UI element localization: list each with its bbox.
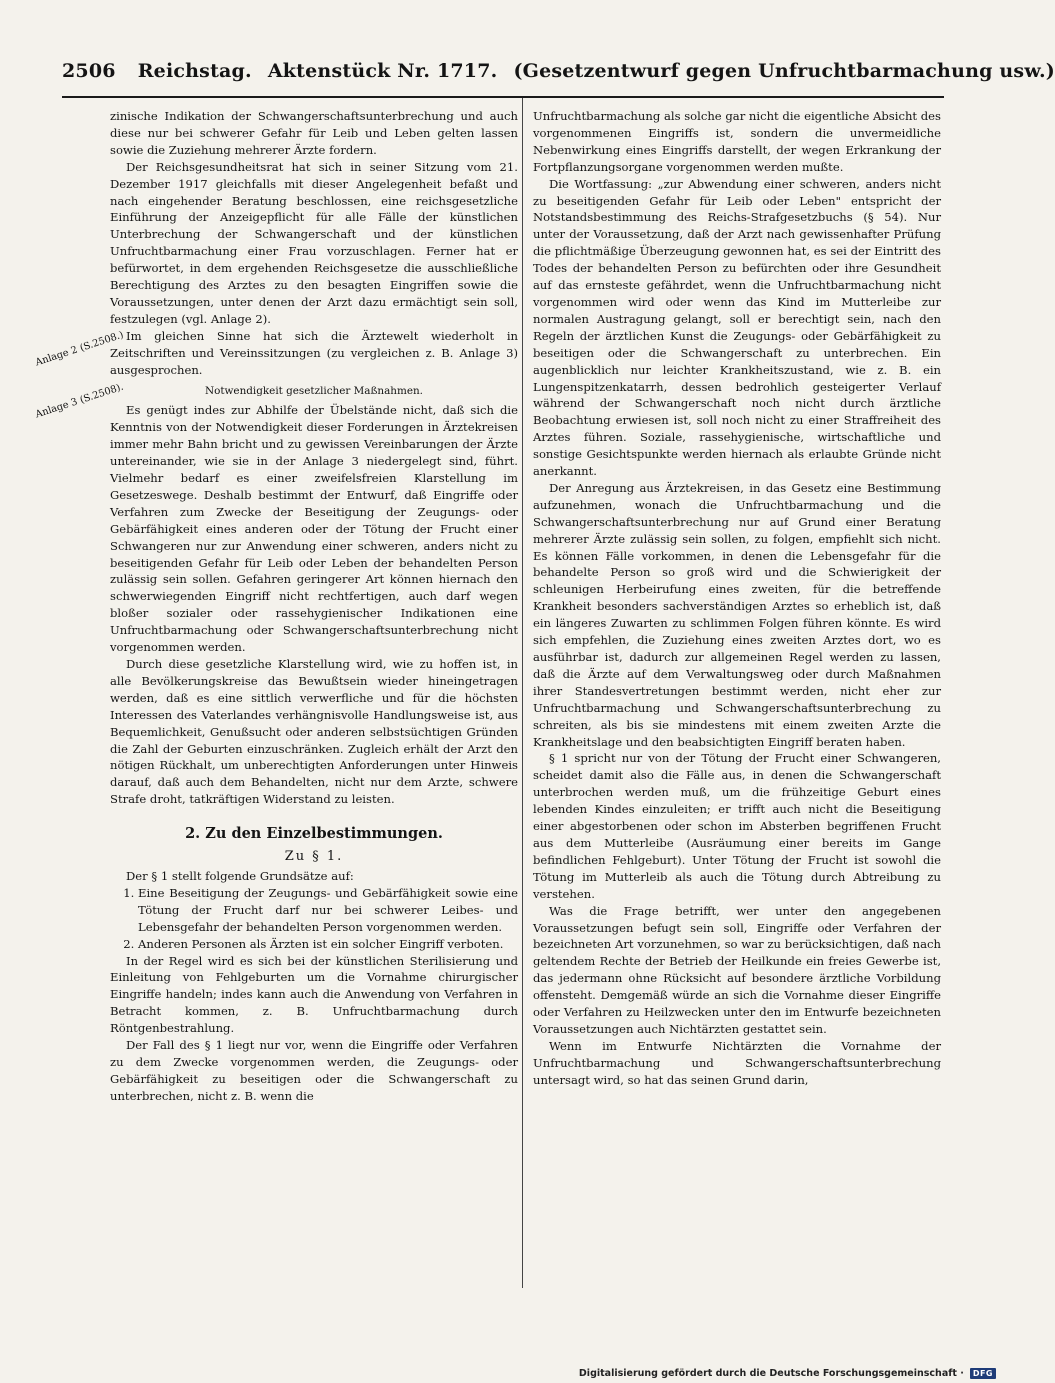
list-item: 1. Eine Beseitigung der Zeugungs- und Gebärfähigkeit sowie eine Tötung der Frucht darf nur bei schwerer Leibes- und Lebensgefahr der behandelten Person vorgenommen werden.	[138, 885, 518, 936]
paragraph: Der Reichsgesundheitsrat hat sich in seiner Sitzung vom 21. Dezember 1917 gleichfalls mit dieser Angelegenheit befaßt und nach eingehender Beratung beschlossen, eine reichsgesetzliche Einführung der Anzeigepflicht für alle Fälle der künstlichen Unterbrechung der Schwangerschaft und der künstlichen Unfruchtbarmachung einer Frau vorzuschlagen. Ferner hat er befürwortet, in dem ergehenden Reichsgesetze die ausschließliche Berechtigung des Arztes zu den besagten Eingriffen sowie die Voraussetzungen, unter denen der Arzt dazu ermächtigt sein soll, festzulegen (vgl. Anlage 2).	[110, 159, 518, 326]
paragraph: Im gleichen Sinne hat sich die Ärztewelt wiederholt in Zeitschriften und Vereinssitzungen (zu vergleichen z. B. Anlage 3) ausgesprochen.	[110, 328, 518, 377]
header-title-reichstag: Reichstag.	[137, 60, 252, 82]
paragraph: Was die Frage betrifft, wer unter den angegebenen Voraussetzungen befugt sein soll, Eingriffe oder Verfahren der bezeichneten Art vorzunehmen, so war zu berücksichtigen, daß nach geltendem Rechte der Betrieb der Heilkunde ein freies Gewerbe ist, das jedermann ohne Rücksicht auf besondere ärztliche Vorbildung offensteht. Demgemäß würde an sich die Vornahme dieser Eingriffe oder Verfahren zu Heilzwecken unter den im Entwurfe bezeichneten Voraussetzungen auch Nichtärzten gestattet sein.	[533, 903, 941, 1036]
dfg-logo: DFG	[970, 1368, 996, 1379]
section-subheading: Notwendigkeit gesetzlicher Maßnahmen.	[205, 384, 423, 397]
list-item: 2. Anderen Personen als Ärzten ist ein solcher Eingriff verboten.	[138, 936, 518, 953]
header-title-aktenstueck: Aktenstück Nr. 1717.	[267, 60, 498, 82]
paragraph: § 1 spricht nur von der Tötung der Frucht einer Schwangeren, scheidet damit also die Fälle aus, in denen die Schwangerschaft unterbrochen werden muß, um die frühzeitige Geburt eines lebenden Kindes einzuleiten; er trifft auch nicht die Beseitigung einer abgestorbenen oder schon im Absterben begriffenen Frucht aus dem Mutterleibe (Ausräumung einer bereits im Gange befindlichen Fehlgeburt). Unter Tötung der Frucht ist sowohl die Tötung im Mutterleib als auch die Tötung durch Abtreibung zu verstehen.	[533, 751, 941, 901]
paragraph: Unfruchtbarmachung als solche gar nicht die eigentliche Absicht des vorgenommenen Eingriffs ist, sondern die unvermeidliche Nebenwirkung eines Eingriffs darstellt, der wegen Erkrankung der Fortpflanzungsorgane vorgenommen werden mußte.	[533, 109, 941, 174]
digitization-footer	[578, 1366, 996, 1380]
paragraph: Der Fall des § 1 liegt nur vor, wenn die Eingriffe oder Verfahren zu dem Zwecke vorgenommen werden, die Zeugungs- oder Gebärfähigkeit zu beseitigen oder die Schwangerschaft zu unterbrechen, nicht z. B. wenn die	[110, 1038, 518, 1103]
paragraph: In der Regel wird es sich bei der künstlichen Sterilisierung und Einleitung von Fehlgeburten um die Vornahme chirurgischer Eingriffe handeln; indes kann auch die Anwendung von Verfahren in Betracht kommen, z. B. Unfruchtbarmachung durch Röntgenbestrahlung.	[110, 953, 518, 1036]
paragraph: Die Wortfassung: „zur Abwendung einer schweren, anders nicht zu beseitigenden Gefahr für Leib oder Leben" entspricht der Notstandsbestimmung des Reichs-Strafgesetzbuchs (§ 54). Nur unter der Voraussetzung, daß der Arzt nach gewissenhafter Prüfung die pflichtmäßige Überzeugung gewonnen hat, es sei der Eintritt des Todes der behandelten Person zu befürchten oder ihre Gesundheit auf das ernsteste gefährdet, wenn die Unfruchtbarmachung nicht vorgenommen wird oder wenn das Kind im Mutterleibe zur normalen Austragung gelangt, soll er berechtigt sein, nach den Regeln der ärztlichen Kunst die Zeugungs- oder Gebärfähigkeit zu beseitigen oder die Schwangerschaft zu unterbrechen. Ein augenblicklich nur leichter Krankheitszustand, wie z. B. ein Lungenspitzenkatarrh, dessen bedrohlich gesteigerter Verlauf während der Schwangerschaft noch nicht durch ärztliche Beobachtung erwiesen ist, soll noch nicht zu einer Straffreiheit des Arztes führen. Soziale, rassehygienische, wirtschaftliche und sonstige Gesichtspunkte werden hiernach als erlaubte Gründe nicht anerkannt.	[533, 176, 941, 479]
header-title-subject: (Gesetzentwurf gegen Unfruchtbarmachung usw.)	[513, 60, 1055, 82]
left-column	[110, 108, 518, 1105]
footer-text: Digitalisierung gefördert durch die Deutsche Forschungsgemeinschaft ·	[578, 1367, 964, 1379]
margin-note-anlage-2: Anlage 2 (S.2508.)	[34, 329, 125, 369]
column-divider	[522, 98, 523, 1288]
page-header	[62, 60, 1055, 92]
margin-note-anlage-3: Anlage 3 (S.2508).	[34, 381, 125, 421]
paragraph: Der Anregung aus Ärztekreisen, in das Gesetz eine Bestimmung aufzunehmen, wonach die Unfruchtbarmachung und die Schwangerschaftsunterbrechung nur auf Grund einer Beratung mehrerer Ärzte zulässig sein sollen, zu folgen, empfiehlt sich nicht. Es können Fälle vorkommen, in denen die Lebensgefahr für die behandelte Person so groß wird und die Schwierigkeit der schleunigen Herbeirufung eines zweiten, für die betreffende Krankheit besonders sachverständigen Arztes so erheblich ist, daß ein längeres Zuwarten zu schlimmen Folgen führen könnte. Es wird sich empfehlen, die Zuziehung eines zweiten Arztes dort, wo es ausführbar ist, dadurch zur allgemeinen Regel werden zu lassen, daß die Ärzte auf dem Verwaltungsweg oder durch Maßnahmen ihrer Standesvertretungen bestimmt werden, nicht eher zur Unfruchtbarmachung und Schwangerschaftsunterbrechung zu schreiten, als bis sie mindestens mit einem zweiten Arzte die Krankheitslage und den beabsichtigten Eingriff beraten haben.	[533, 480, 941, 749]
paragraph: Wenn im Entwurfe Nichtärzten die Vornahme der Unfruchtbarmachung und Schwangerschaftsunterbrechung untersagt wird, so hat das seinen Grund darin,	[533, 1038, 941, 1087]
header-rule	[62, 96, 944, 98]
section-subheading-paragraph: Zu § 1.	[284, 849, 344, 865]
paragraph: Der § 1 stellt folgende Grundsätze auf:	[126, 868, 354, 883]
paragraph: Durch diese gesetzliche Klarstellung wird, wie zu hoffen ist, in alle Bevölkerungskreise das Bewußtsein wieder hineingetragen werden, daß es eine sittlich verwerfliche und für die höchsten Interessen des Vaterlandes verhängnisvolle Handlungsweise ist, aus Bequemlichkeit, Genußsucht oder anderen selbstsüchtigen Gründen die Zahl der Geburten einzuschränken. Zugleich erhält der Arzt den nötigen Rückhalt, um unberechtigten Anforderungen unter Hinweis darauf, daß auch dem Behandelten, nicht nur dem Arzte, schwere Strafe droht, tatkräftigen Widerstand zu leisten.	[110, 657, 518, 807]
paragraph: Es genügt indes zur Abhilfe der Übelstände nicht, daß sich die Kenntnis von der Notwendigkeit dieser Forderungen in Ärztekreisen immer mehr Bahn bricht und zu gewissen Vereinbarungen der Ärzte untereinander, wie sie in der Anlage 3 niedergelegt sind, führt. Vielmehr bedarf es einer zweifelsfreien Klarstellung im Gesetzeswege. Deshalb bestimmt der Entwurf, daß Eingriffe oder Verfahren zum Zwecke der Beseitigung der Zeugungs- oder Gebärfähigkeit eines anderen oder der Tötung der Frucht einer Schwangeren nur zur Anwendung einer schweren, anders nicht zu beseitigenden Gefahr für Leib oder Leben der behandelten Person zulässig sein sollen. Gefahren geringerer Art können hiernach den schwerwiegenden Eingriff nicht rechtfertigen, auch darf wegen bloßer sozialer oder rassehygienischer Indikationen eine Unfruchtbarmachung oder Schwangerschaftsunterbrechung nicht vorgenommen werden.	[110, 403, 518, 655]
paragraph: zinische Indikation der Schwangerschaftsunterbrechung und auch diese nur bei schwerer Gefahr für Leib und Leben gelten lassen sowie die Zuziehung mehrerer Ärzte fordern.	[110, 109, 518, 157]
right-column	[533, 108, 941, 1089]
principles-list	[110, 885, 518, 953]
page-number: 2506	[62, 60, 116, 82]
section-heading: 2. Zu den Einzelbestimmungen.	[185, 825, 443, 843]
